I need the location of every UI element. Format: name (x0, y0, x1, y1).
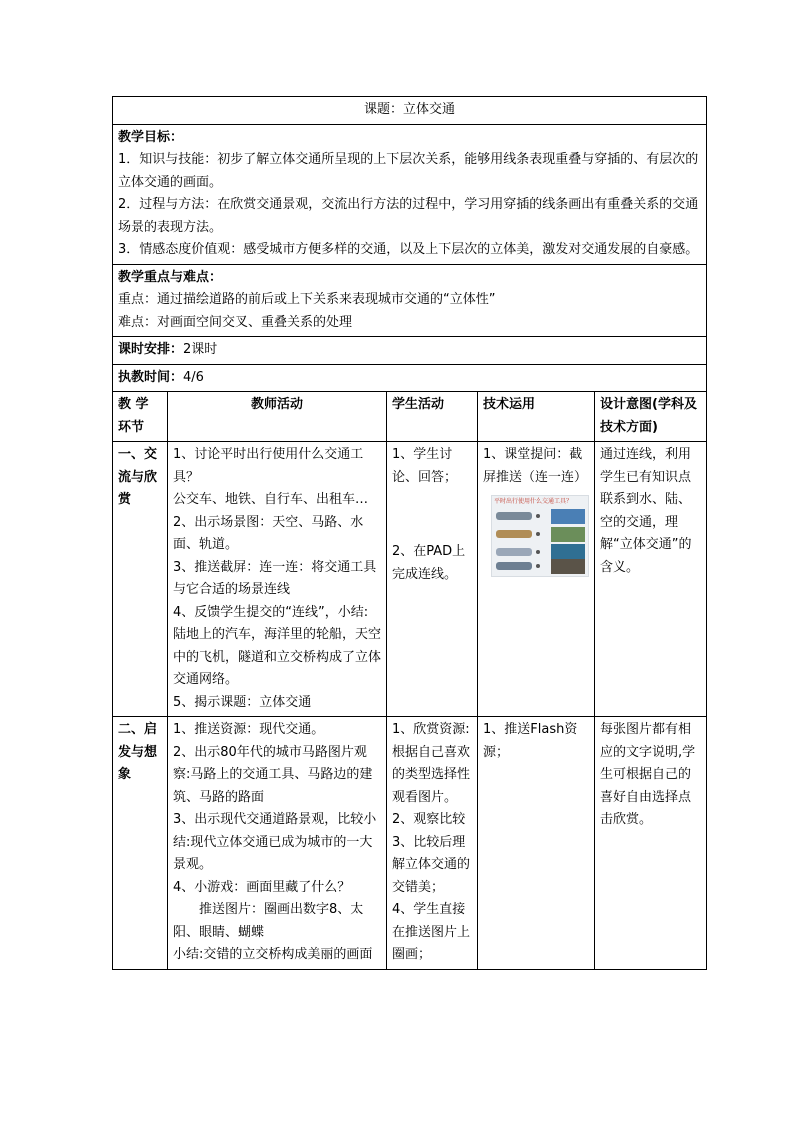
keypoints-cell (113, 264, 707, 337)
lesson-plan-table (112, 96, 707, 970)
objective-item: 2．过程与方法：在欣赏交通景观，交流出行方法的过程中，学习用穿插的线条画出有重叠关系的交通场景的表现方法。 (118, 197, 699, 235)
keypoints-row (113, 264, 707, 337)
thumbnail-title: 平时出行使用什么交通工具？ (494, 498, 573, 505)
student-activity-cell (387, 442, 478, 717)
student-step: 3、比较后理解立体交通的交错美； (392, 834, 471, 895)
teacher-step: 推送图片：圈画出数字8、太阳、眼睛、蝴蝶 (173, 902, 364, 940)
teacher-step: 小结:交错的立交桥构成美丽的画面 (173, 947, 373, 962)
design-cell: 每张图片都有相应的文字说明,学生可根据自己的喜好自由选择点击欣赏。 (595, 717, 707, 970)
bike-icon (496, 530, 532, 538)
teacher-step: 3、出示现代交通道路景观，比较小结:现代立体交通已成为城市的一大景观。 (173, 812, 377, 872)
ship-icon (496, 562, 532, 570)
col-header-student: 学生活动 (387, 392, 478, 442)
road-image-icon (551, 527, 585, 542)
student-step: 2、观察比较 (392, 812, 466, 827)
objective-item: 3．情感态度价值观：感受城市方便多样的交通，以及上下层次的立体美，激发对交通发展的自豪感。 (118, 242, 699, 257)
stage-label: 二、启发与想象 (113, 717, 168, 970)
focus-text: 重点：通过描绘道路的前后或上下关系来表现城市交通的“立体性” (118, 292, 496, 307)
teacher-step: 3、推送截屏：连一连：将交通工具与它合适的场景连线 (173, 559, 377, 597)
tech-step: 1、推送Flash资源； (483, 722, 578, 760)
col-header-stage: 教 学 环节 (113, 392, 168, 442)
student-step: 1、欣赏资源:根据自己喜欢的类型选择性观看图片。 (392, 722, 471, 805)
student-step: 2、在PAD上完成连线。 (392, 544, 466, 582)
teacher-step: 4、反馈学生提交的“连线”，小结:陆地上的汽车，海洋里的轮船，天空中的飞机，隧道和立交桥构成了立体交通网络。 (173, 604, 382, 687)
schedule-row (113, 337, 707, 365)
objectives-row (113, 124, 707, 264)
column-header-row (113, 392, 707, 442)
col-header-teacher: 教师活动 (168, 392, 387, 442)
screenshot-thumbnail (491, 495, 589, 577)
tech-cell (478, 442, 595, 717)
sea-image-icon (551, 544, 585, 559)
col-header-tech: 技术运用 (478, 392, 595, 442)
schedule-cell (113, 337, 707, 365)
car-icon (496, 512, 532, 520)
objective-item: 1．知识与技能：初步了解立体交通所呈现的上下层次关系，能够用线条表现重叠与穿插的、有层次的立体交通的画面。 (118, 152, 699, 190)
plane-icon (496, 548, 532, 556)
design-cell: 通过连线，利用学生已有知识点联系到水、陆、空的交通，理解“立体交通”的含义。 (595, 442, 707, 717)
keypoints-heading: 教学重点与难点： (118, 269, 223, 285)
date-row (113, 364, 707, 392)
bullet-icon (536, 532, 540, 536)
stage-row-1 (113, 442, 707, 717)
teacher-activity-cell (168, 442, 387, 717)
student-step: 1、学生讨论、回答； (392, 447, 458, 485)
rail-image-icon (551, 559, 585, 574)
teacher-step: 4、小游戏：画面里藏了什么？ (173, 879, 351, 895)
schedule-label: 课时安排： (118, 342, 184, 357)
bullet-icon (536, 514, 540, 518)
tech-cell (478, 717, 595, 970)
stage-label: 一、交流与欣赏 (113, 442, 168, 717)
stage-row-2 (113, 717, 707, 970)
lesson-title: 课题：立体交通 (113, 97, 707, 125)
date-cell (113, 364, 707, 392)
student-step: 4、学生直接在推送图片上圈画； (392, 902, 471, 962)
sky-image-icon (551, 509, 585, 524)
difficulty-text: 难点：对画面空间交叉、重叠关系的处理 (118, 314, 353, 330)
date-value: 4/6 (183, 369, 204, 385)
teacher-activity-cell (168, 717, 387, 970)
schedule-value: 2课时 (183, 342, 218, 357)
teacher-step: 1、推送资源：现代交通。 (173, 722, 325, 737)
title-row (113, 97, 707, 125)
teacher-step: 2、出示80年代的城市马路图片观察:马路上的交通工具、马路边的建筑、马路的路面 (173, 744, 373, 805)
teacher-step: 1、讨论平时出行使用什么交通工具？ (173, 447, 364, 485)
teacher-step: 5、揭示课题：立体交通 (173, 694, 312, 710)
teacher-step: 2、出示场景图：天空、马路、水面、轨道。 (173, 514, 364, 552)
tech-step: 1、课堂提问：截屏推送（连一连） (483, 447, 588, 485)
date-label: 执教时间： (118, 369, 184, 385)
teacher-step: 公交车、地铁、自行车、出租车… (173, 492, 369, 507)
student-activity-cell (387, 717, 478, 970)
bullet-icon (536, 564, 540, 568)
objectives-cell (113, 124, 707, 264)
objectives-heading: 教学目标： (118, 129, 184, 145)
col-header-design: 设计意图(学科及技术方面) (595, 392, 707, 442)
bullet-icon (536, 550, 540, 554)
